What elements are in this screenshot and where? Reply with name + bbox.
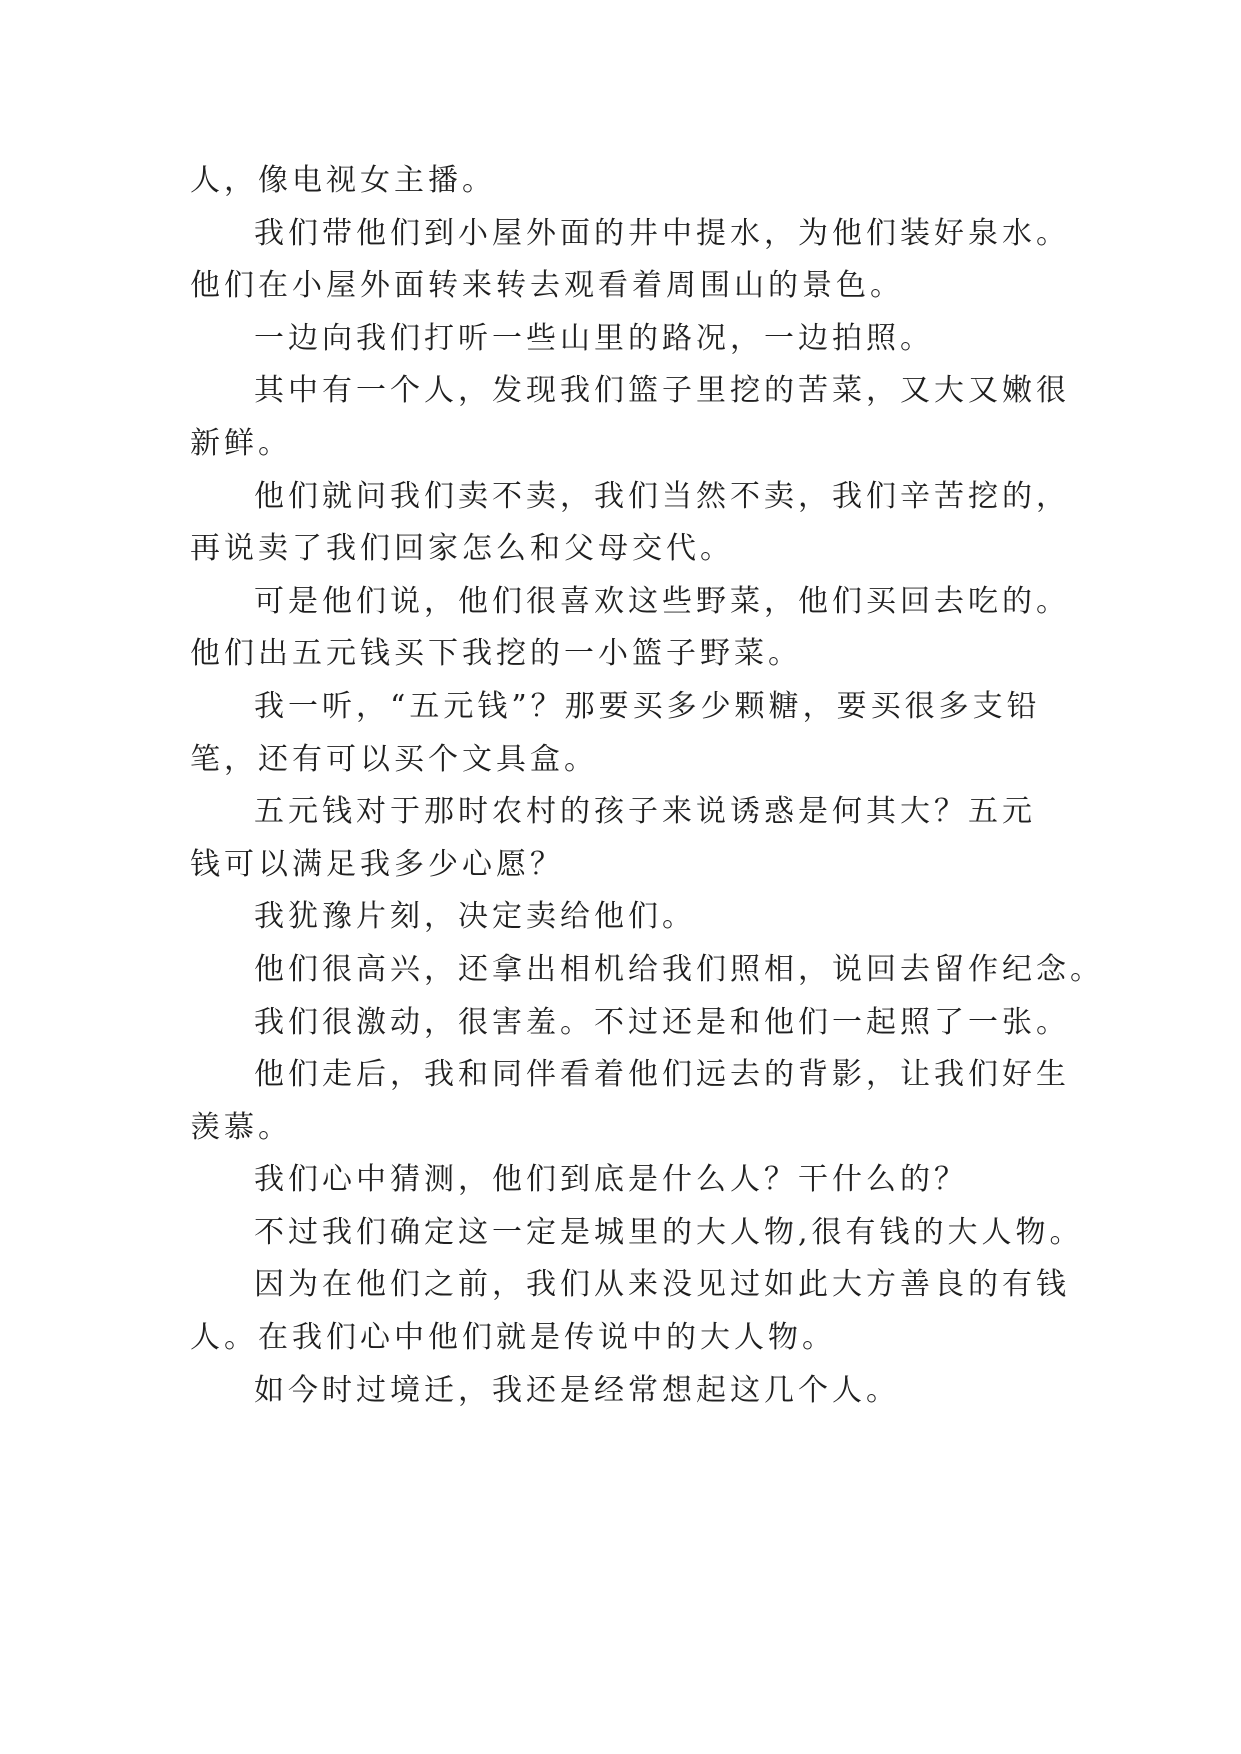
paragraph-first-line: 他们很高兴，还拿出相机给我们照相，说回去留作纪念。 (254, 951, 1104, 987)
body-text (190, 155, 1104, 1417)
paragraph-continuation-line: 人，像电视女主播。 (190, 163, 496, 198)
paragraph-first-line: 我们很激动，很害羞。不过还是和他们一起照了一张。 (254, 1004, 1070, 1040)
paragraph-first-line: 可是他们说，他们很喜欢这些野菜，他们买回去吃的。 (254, 583, 1070, 619)
paragraph-continuation-line: 人。在我们心中他们就是传说中的大人物。 (190, 1320, 836, 1356)
paragraph-first-line: 一边向我们打听一些山里的路况，一边拍照。 (254, 320, 934, 356)
paragraph-first-line: 不过我们确定这一定是城里的大人物,很有钱的大人物。 (254, 1214, 1084, 1250)
paragraph-first-line: 因为在他们之前，我们从来没见过如此大方善良的有钱 (254, 1267, 1070, 1303)
paragraph-first-line: 如今时过境迁，我还是经常想起这几个人。 (254, 1372, 900, 1408)
paragraph-first-line: 五元钱对于那时农村的孩子来说诱惑是何其大？五元 (254, 794, 1036, 830)
paragraph-continuation-line: 笔，还有可以买个文具盒。 (190, 741, 598, 777)
paragraph-first-line: 我们心中猜测，他们到底是什么人？干什么的？ (254, 1162, 968, 1198)
paragraph-first-line: 我犹豫片刻，决定卖给他们。 (254, 899, 696, 935)
paragraph-continuation-line: 他们在小屋外面转来转去观看着周围山的景色。 (190, 268, 904, 304)
paragraph-continuation-line: 新鲜。 (190, 425, 292, 461)
paragraph-first-line: 我一听，“五元钱”？那要买多少颗糖，要买很多支铅 (254, 688, 1041, 724)
paragraph-continuation-line: 再说卖了我们回家怎么和父母交代。 (190, 531, 734, 567)
paragraph-first-line: 其中有一个人，发现我们篮子里挖的苦菜，又大又嫩很 (254, 373, 1070, 409)
paragraph-first-line: 他们就问我们卖不卖，我们当然不卖，我们辛苦挖的， (254, 478, 1070, 514)
paragraph-continuation-line: 羡慕。 (190, 1109, 292, 1145)
paragraph-first-line: 他们走后，我和同伴看着他们远去的背影，让我们好生 (254, 1057, 1070, 1093)
paragraph-first-line: 我们带他们到小屋外面的井中提水，为他们装好泉水。 (254, 215, 1070, 251)
paragraph-continuation-line: 他们出五元钱买下我挖的一小篮子野菜。 (190, 636, 802, 672)
paragraph-continuation-line: 钱可以满足我多少心愿？ (190, 846, 564, 882)
